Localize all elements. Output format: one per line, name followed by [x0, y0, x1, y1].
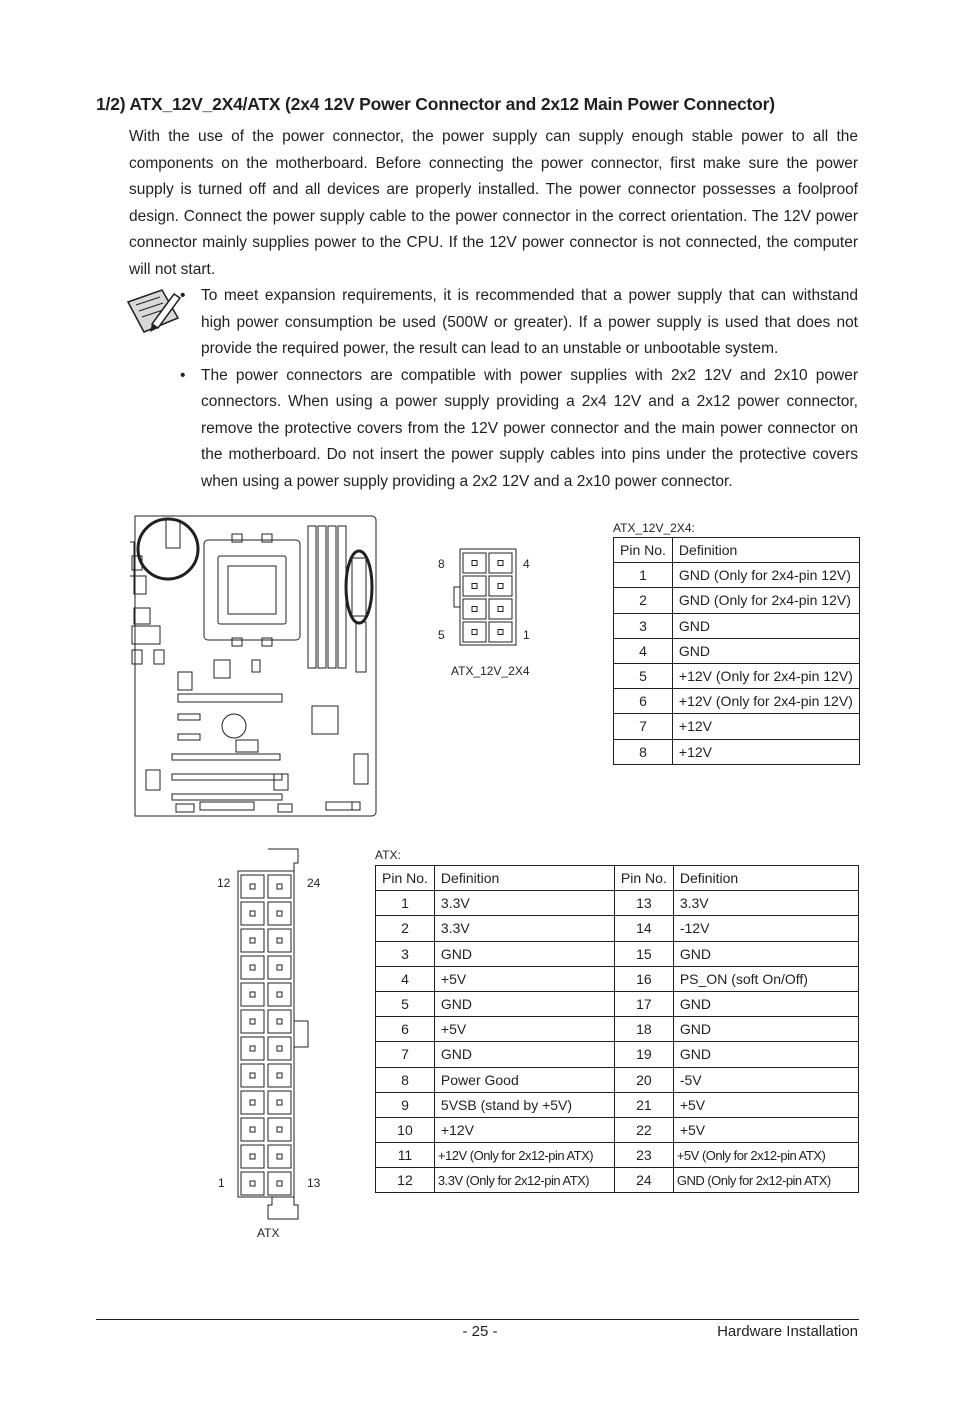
intro-paragraph: With the use of the power connector, the power supply can supply enough stable power to all the components on the motherboard. Before connecting the power connector, first make sure the power supply is turned off and all devices are properly installed. The power connector possesses a foolproof design. Connect the power supply cable to the power connector in the correct orientation. The 12V power connector mainly supplies power to the CPU. If the 12V power connector is not connected, the computer will not start. [129, 128, 858, 278]
pin-contact [277, 1046, 282, 1051]
pin-contact [250, 1181, 255, 1186]
pin-contact [250, 911, 255, 916]
pin-contact [498, 561, 503, 566]
pin-label-8: 8 [438, 557, 445, 571]
table-row [376, 1168, 859, 1193]
pin-number-cell: 23 [614, 1143, 673, 1168]
pin-number-cell: 3 [614, 613, 673, 638]
definition-cell: -12V [673, 916, 858, 941]
pin-contact [250, 992, 255, 997]
pin-number-cell: 14 [614, 916, 673, 941]
pin-number-cell: 1 [614, 563, 673, 588]
definition-cell: GND [672, 613, 859, 638]
pin-contact [498, 630, 503, 635]
pin-number-cell: 15 [614, 941, 673, 966]
connector-8-name: ATX_12V_2X4 [451, 664, 530, 678]
pin-number-cell: 8 [376, 1067, 435, 1092]
pin-contact [498, 584, 503, 589]
pin-label-1: 1 [218, 1176, 225, 1190]
pin-contact [472, 607, 477, 612]
table-row [376, 991, 859, 1016]
note-item [180, 363, 858, 496]
bullet-mark: • [180, 366, 186, 384]
pin-no-header: Pin No. [376, 866, 435, 891]
table-24-caption: ATX: [375, 848, 401, 862]
table-row [376, 1143, 859, 1168]
table-row [614, 739, 860, 764]
connector-pin [241, 929, 264, 952]
definition-cell: GND [672, 638, 859, 663]
pin-number-cell: 2 [376, 916, 435, 941]
connector-pin [489, 576, 512, 596]
pin-number-cell: 6 [376, 1017, 435, 1042]
pin-number-cell: 6 [614, 689, 673, 714]
pin-contact [250, 1100, 255, 1105]
definition-cell: 3.3V (Only for 2x12-pin ATX) [434, 1168, 614, 1193]
connector-pin [241, 1118, 264, 1141]
pin-contact [277, 965, 282, 970]
table-row [376, 1067, 859, 1092]
connector-pin [268, 956, 291, 979]
pin-number-cell: 24 [614, 1168, 673, 1193]
definition-cell: +12V (Only for 2x4-pin 12V) [672, 689, 859, 714]
pin-number-cell: 8 [614, 739, 673, 764]
definition-cell: GND (Only for 2x12-pin ATX) [673, 1168, 858, 1193]
connector-pin [268, 875, 291, 898]
pin-contact [250, 1154, 255, 1159]
pin-number-cell: 19 [614, 1042, 673, 1067]
pin-number-cell: 13 [614, 891, 673, 916]
page-number: - 25 - [462, 1323, 498, 1340]
pin-contact [250, 884, 255, 889]
definition-cell: +12V [434, 1117, 614, 1142]
pin-number-cell: 9 [376, 1092, 435, 1117]
connector-pin [241, 1010, 264, 1033]
pin-label-1: 1 [523, 628, 530, 642]
definition-cell: GND [434, 1042, 614, 1067]
definition-cell: +5V (Only for 2x12-pin ATX) [673, 1143, 858, 1168]
atx-24pin-pin-table [375, 865, 859, 1193]
pin-number-cell: 7 [376, 1042, 435, 1067]
table-header-row [614, 538, 860, 563]
connector-pin [489, 599, 512, 619]
pin-no-header: Pin No. [614, 538, 673, 563]
connector-pin [463, 599, 486, 619]
definition-cell: 3.3V [673, 891, 858, 916]
pin-number-cell: 2 [614, 588, 673, 613]
connector-pin [268, 1172, 291, 1195]
definition-header: Definition [434, 866, 614, 891]
definition-cell: GND [673, 1017, 858, 1042]
definition-cell: +12V (Only for 2x4-pin 12V) [672, 663, 859, 688]
connector-pin [241, 983, 264, 1006]
definition-cell: 3.3V [434, 891, 614, 916]
pin-contact [277, 938, 282, 943]
connector-pin [268, 1145, 291, 1168]
table-row [614, 638, 860, 663]
connector-pin [241, 1172, 264, 1195]
pin-contact [498, 607, 503, 612]
table-row [376, 1017, 859, 1042]
connector-pin [268, 1064, 291, 1087]
connector-pin [241, 875, 264, 898]
definition-cell: +5V [434, 1017, 614, 1042]
definition-header: Definition [672, 538, 859, 563]
connector-pin [268, 1091, 291, 1114]
connector-pin [268, 1037, 291, 1060]
pin-label-24: 24 [307, 876, 321, 890]
pin-number-cell: 17 [614, 991, 673, 1016]
connector-pin [268, 1010, 291, 1033]
table-header-row [376, 866, 859, 891]
table-row [614, 563, 860, 588]
table-row [614, 588, 860, 613]
pin-no-header: Pin No. [614, 866, 673, 891]
pin-contact [277, 1073, 282, 1078]
pin-contact [250, 965, 255, 970]
pin-number-cell: 4 [614, 638, 673, 663]
pin-number-cell: 18 [614, 1017, 673, 1042]
definition-cell: 5VSB (stand by +5V) [434, 1092, 614, 1117]
pin-contact [250, 1019, 255, 1024]
table-row [614, 613, 860, 638]
pin-number-cell: 12 [376, 1168, 435, 1193]
note-item [180, 283, 858, 363]
table-row [376, 966, 859, 991]
note-text: To meet expansion requirements, it is recommended that a power supply that can withstand high power consumption be used (500W or greater). If a power supply is used that does not provide the required power, the result can lead to an unstable or unbootable system. [201, 287, 858, 357]
definition-cell: +5V [434, 966, 614, 991]
definition-cell: GND [673, 991, 858, 1016]
definition-cell: +12V [672, 714, 859, 739]
pin-contact [472, 561, 477, 566]
table-row [376, 1092, 859, 1117]
pin-number-cell: 10 [376, 1117, 435, 1142]
definition-cell: GND [673, 1042, 858, 1067]
pin-label-13: 13 [307, 1176, 321, 1190]
pin-number-cell: 5 [376, 991, 435, 1016]
connector-pin [463, 622, 486, 642]
connector-pin [268, 929, 291, 952]
pin-contact [277, 1019, 282, 1024]
pin-number-cell: 4 [376, 966, 435, 991]
definition-cell: +12V [672, 739, 859, 764]
table-row [614, 689, 860, 714]
connector-pin [241, 902, 264, 925]
definition-cell: PS_ON (soft On/Off) [673, 966, 858, 991]
definition-cell: 3.3V [434, 916, 614, 941]
note-pencil-icon [122, 288, 184, 336]
pin-number-cell: 20 [614, 1067, 673, 1092]
pin-number-cell: 22 [614, 1117, 673, 1142]
connector-pin [268, 902, 291, 925]
atx-12v-2x4-pin-table [613, 537, 860, 765]
section-heading: 1/2) ATX_12V_2X4/ATX (2x4 12V Power Connector and 2x12 Main Power Connector) [96, 94, 775, 114]
definition-cell: GND [434, 991, 614, 1016]
pin-number-cell: 21 [614, 1092, 673, 1117]
pin-label-5: 5 [438, 628, 445, 642]
pin-contact [277, 992, 282, 997]
definition-cell: Power Good [434, 1067, 614, 1092]
motherboard-layout-diagram [130, 512, 380, 822]
pin-label-4: 4 [523, 557, 530, 571]
section-name: Hardware Installation [717, 1323, 858, 1340]
connector-pin [268, 1118, 291, 1141]
connector-pin [241, 1037, 264, 1060]
table-row [376, 941, 859, 966]
connector-pin [489, 622, 512, 642]
bullet-mark: • [180, 287, 186, 304]
connector-pin [463, 576, 486, 596]
pin-contact [472, 584, 477, 589]
pin-contact [277, 1154, 282, 1159]
pin-number-cell: 11 [376, 1143, 435, 1168]
footer-rule [96, 1319, 859, 1320]
pin-number-cell: 5 [614, 663, 673, 688]
table-row [614, 714, 860, 739]
table-row [376, 916, 859, 941]
connector-pin [463, 553, 486, 573]
definition-cell: -5V [673, 1067, 858, 1092]
definition-cell: +5V [673, 1092, 858, 1117]
pin-contact [250, 1073, 255, 1078]
pin-contact [250, 1127, 255, 1132]
table-8-caption: ATX_12V_2X4: [613, 521, 695, 535]
pin-number-cell: 7 [614, 714, 673, 739]
pin-contact [472, 630, 477, 635]
pin-contact [277, 1181, 282, 1186]
pin-contact [277, 1127, 282, 1132]
pin-number-cell: 1 [376, 891, 435, 916]
table-row [376, 891, 859, 916]
table-row [376, 1117, 859, 1142]
table-row [376, 1042, 859, 1067]
connector-pin [489, 553, 512, 573]
connector-24-name: ATX [257, 1226, 280, 1240]
pin-contact [250, 1046, 255, 1051]
definition-cell: GND [434, 941, 614, 966]
note-text: The power connectors are compatible with power supplies with 2x2 12V and 2x10 power connectors. When using a power supply providing a 2x4 12V and a 2x12 power connector, remove the protective covers from the 12V power connector and the main power connector on the motherboard. Do not insert the power supply cables into pins under the protective covers when using a power supply providing a 2x2 12V and a 2x10 power connector. [201, 366, 858, 490]
definition-cell: GND (Only for 2x4-pin 12V) [672, 588, 859, 613]
connector-pin [241, 1064, 264, 1087]
connector-pin [268, 983, 291, 1006]
definition-cell: +5V [673, 1117, 858, 1142]
pin-contact [277, 884, 282, 889]
connector-pin [241, 1145, 264, 1168]
pin-contact [250, 938, 255, 943]
pin-contact [277, 911, 282, 916]
definition-cell: GND [673, 941, 858, 966]
definition-header: Definition [673, 866, 858, 891]
pin-label-12: 12 [217, 876, 231, 890]
definition-cell: +12V (Only for 2x12-pin ATX) [434, 1143, 614, 1168]
pin-contact [277, 1100, 282, 1105]
pin-number-cell: 3 [376, 941, 435, 966]
definition-cell: GND (Only for 2x4-pin 12V) [672, 563, 859, 588]
table-row [614, 663, 860, 688]
connector-pin [241, 1091, 264, 1114]
connector-pin [241, 956, 264, 979]
pin-number-cell: 16 [614, 966, 673, 991]
note-list [180, 283, 858, 495]
